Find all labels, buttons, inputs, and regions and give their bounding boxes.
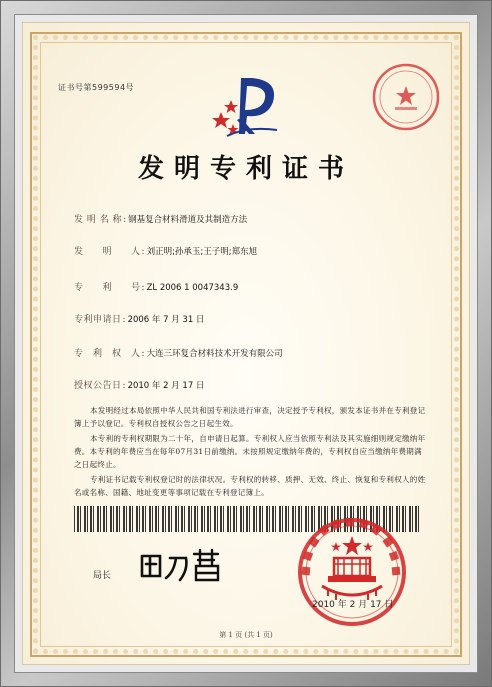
field-label: 专利申请日 (74, 315, 122, 325)
field-value: 2006 年 7 月 31 日 (127, 315, 205, 325)
page-number: 第 1 页 (共 1 页) (219, 631, 273, 639)
agency-stamp-icon (365, 56, 447, 138)
director-signature-icon (136, 546, 226, 586)
field-inventors: 发 明 人 : 刘正明;孙承玉;王子明;郑东旭 (74, 244, 257, 257)
body-paragraph-3: 专利证书记载专利权登记时的法律状况。专利权的转移、质押、无效、终止、恢复和专利权人的姓名或名称、国籍、地址变更等事项记载在专利登记簿上。 (74, 475, 426, 497)
field-grant-date: 授权公告日 : 2010 年 2 月 17 日 (74, 378, 204, 391)
certificate-title: 发明专利证书 (137, 154, 354, 184)
patent-office-logo-icon (207, 72, 289, 140)
seal-date: 2010 年 2 月 17 日 (312, 600, 394, 610)
certificate-number: 证书号第599594号 (58, 83, 135, 92)
field-label: 授权公告日 (74, 381, 122, 391)
body-paragraph-1: 本发明经过本局依照中华人民共和国专利法进行审查，决定授予专利权，颁发本证书并在专利登记簿上予以登记。专利权自授权公告之日起生效。 (74, 406, 426, 428)
field-label: 发 明 人 (74, 247, 141, 257)
field-value: 2010 年 2 月 17 日 (127, 381, 205, 391)
field-application-date: 专利申请日 : 2006 年 7 月 31 日 (74, 312, 204, 325)
director-label: 局长 (93, 571, 112, 581)
field-label: 发 明 名 称 (74, 215, 123, 225)
official-seal-icon (292, 512, 412, 632)
field-patent-number: 专 利 号 : ZL 2006 1 0047343.9 (74, 280, 238, 293)
field-label: 专 利 权 人 (74, 349, 141, 359)
field-invention-name: 发 明 名 称 : 钢基复合材料滑道及其制造方法 (74, 212, 247, 225)
field-value: 刘正明;孙承玉;王子明;郑东旭 (146, 247, 258, 257)
field-value: 钢基复合材料滑道及其制造方法 (128, 215, 248, 225)
body-paragraph-2: 本专利的专利权期限为二十年，自申请日起算。专利权人应当依照专利法及其实施细则规定缴纳年费。本专利的年费应当在每年07月31日前缴纳。未按照规定缴纳年费的，专利权自应当缴纳年费期满之日起终止。 (74, 434, 426, 469)
field-value: 大连三环复合材料技术开发有限公司 (146, 349, 283, 359)
field-patentee: 专 利 权 人 : 大连三环复合材料技术开发有限公司 (74, 346, 283, 359)
field-value: ZL 2006 1 0047343.9 (146, 283, 239, 293)
field-label: 专 利 号 (74, 283, 141, 293)
